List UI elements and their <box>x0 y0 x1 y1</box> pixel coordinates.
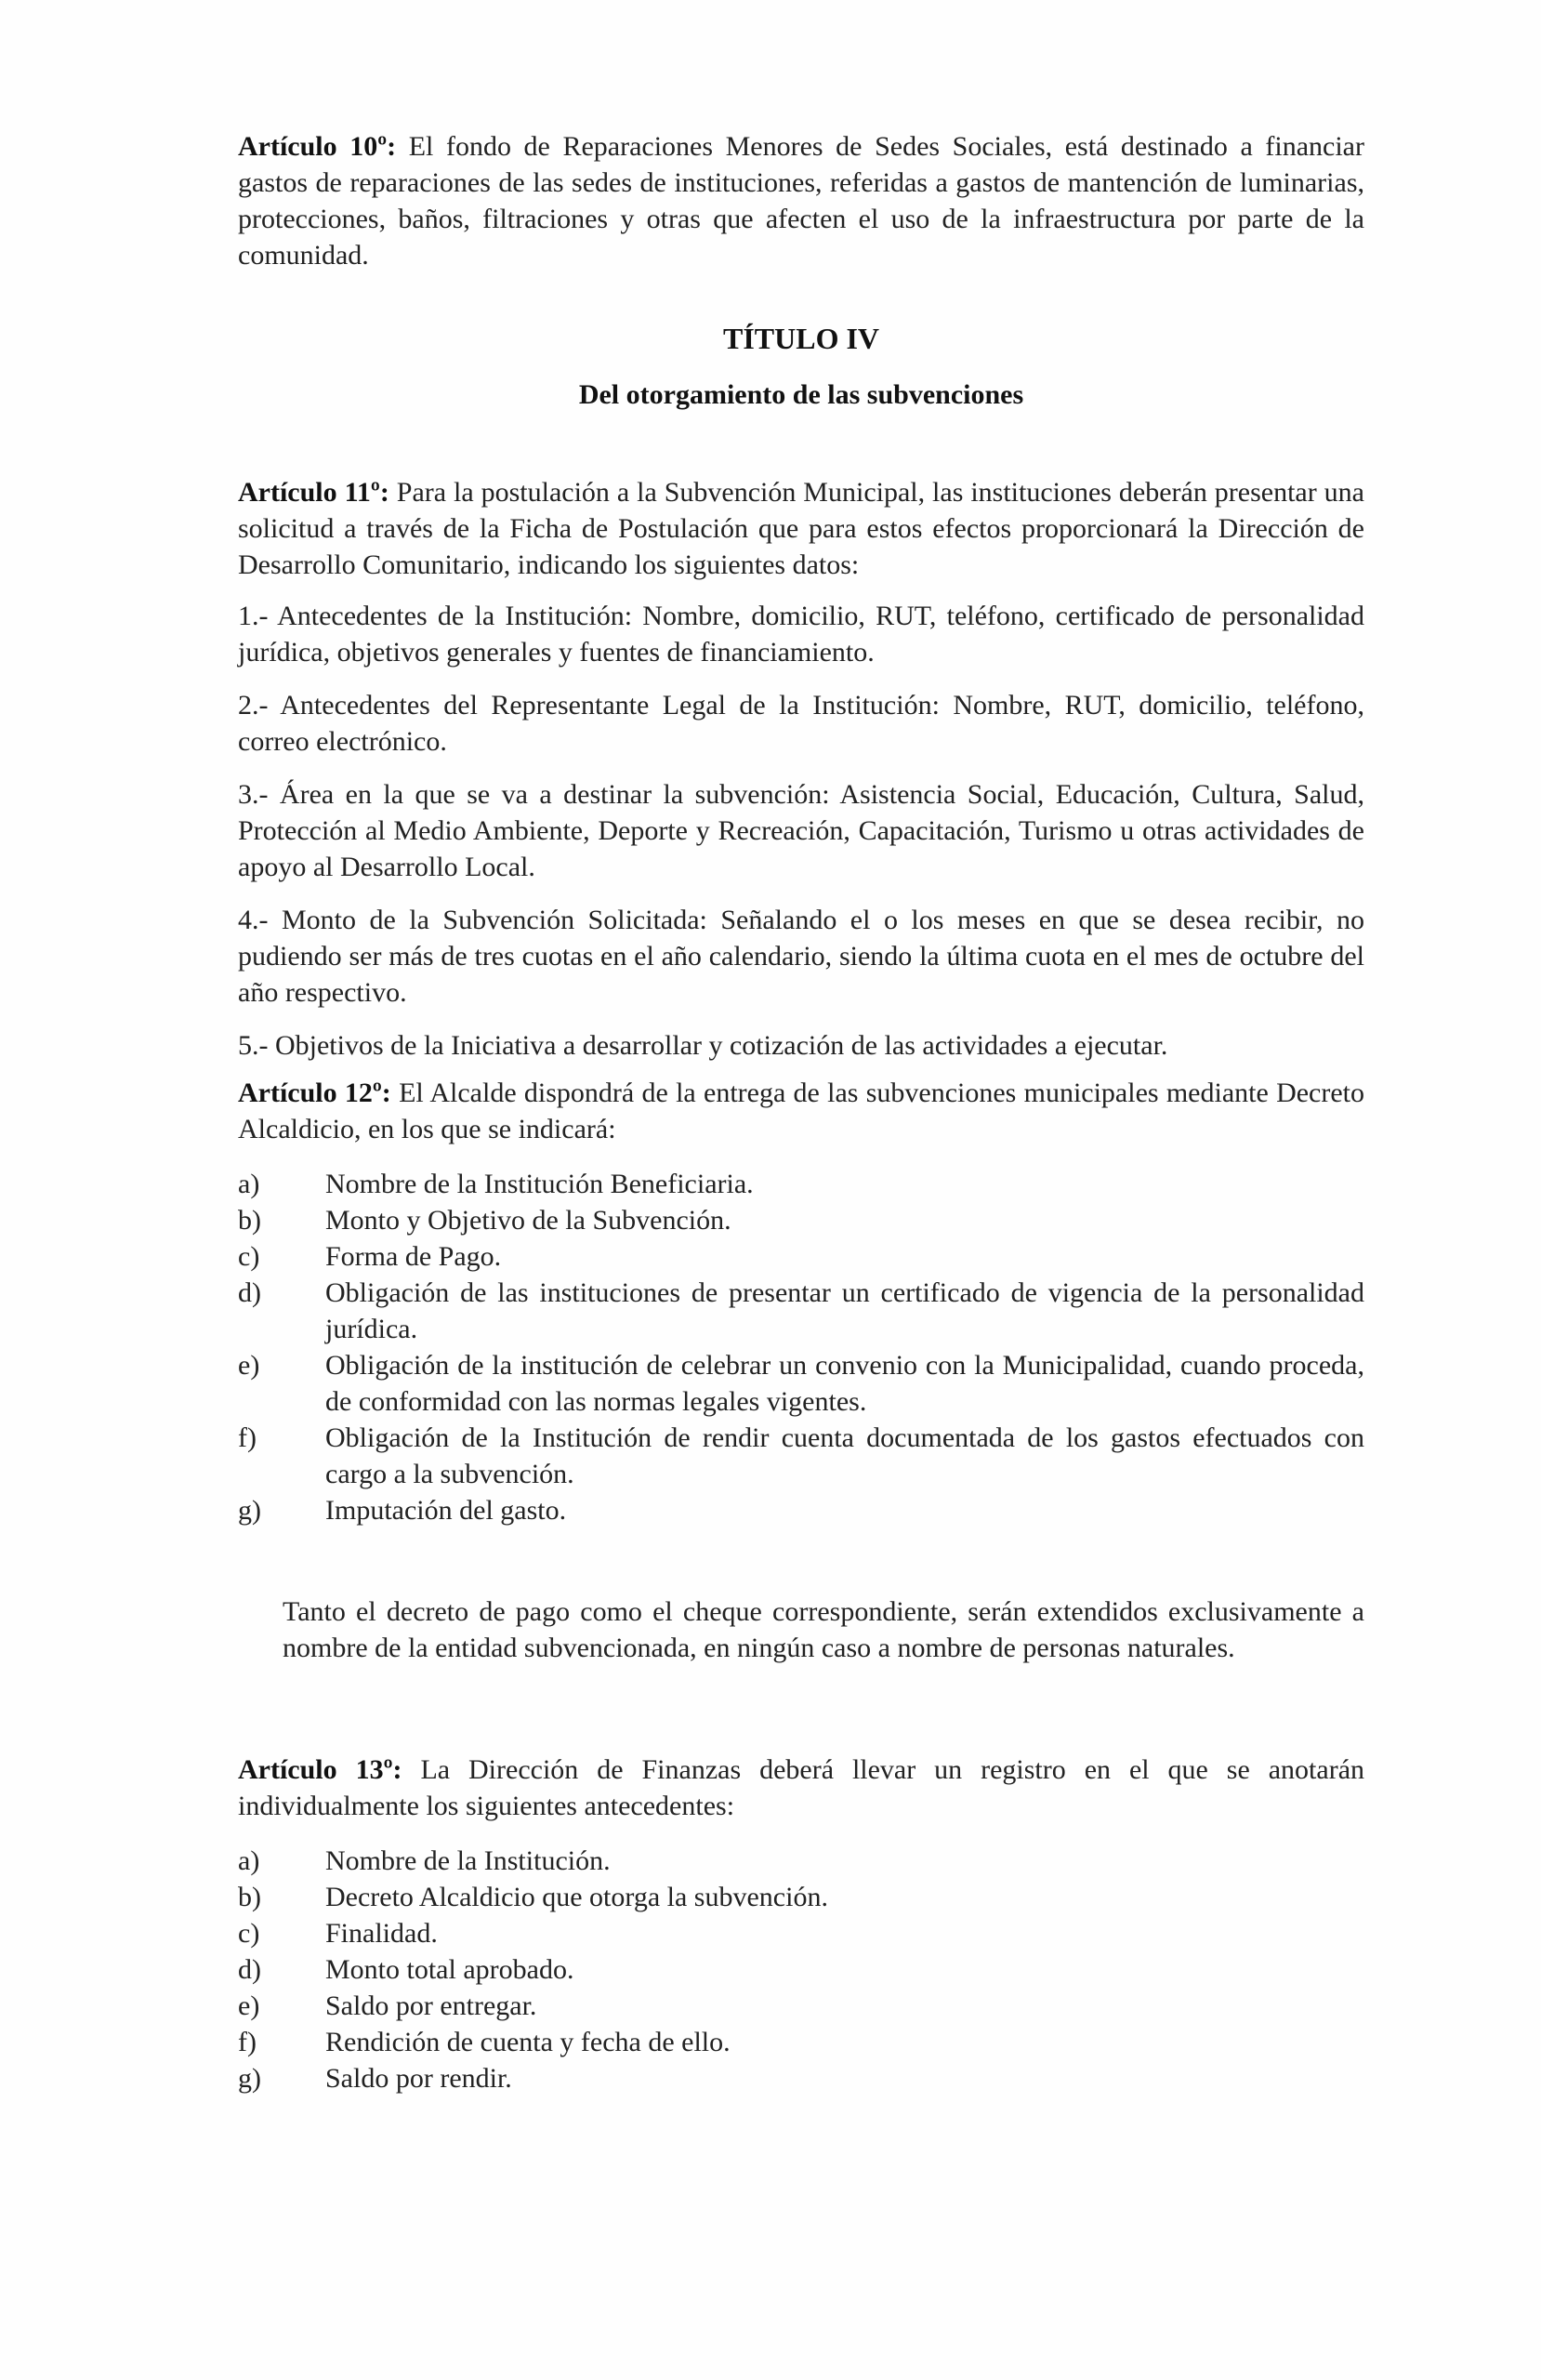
article-12-text: El Alcalde dispondrá de la entrega de las subvenciones municipales mediante Decreto Alcaldicio, en los que se indicará: <box>238 1078 1365 1144</box>
list-item-label: e) <box>238 1990 260 2021</box>
article-11-text: Para la postulación a la Subvención Municipal, las instituciones deberán presentar una solicitud a través de la Ficha de Postulación que para estos efectos proporcionará la Dirección de Desarrollo Comunitario, indicando los siguientes datos: <box>238 477 1364 580</box>
document-body <box>238 128 1364 2096</box>
article-13-text: La Dirección de Finanzas deberá llevar un registro en el que se anotarán individualmente los siguientes antecedentes: <box>238 1754 1365 1821</box>
registry-contents-list <box>238 1843 1364 2096</box>
list-item-label: f) <box>238 2027 257 2057</box>
list-item-label: b) <box>238 1205 261 1236</box>
list-item-text: Saldo por rendir. <box>325 2063 512 2094</box>
list-item-text: Rendición de cuenta y fecha de ello. <box>325 2027 731 2057</box>
decree-contents-list <box>238 1166 1364 1528</box>
list-item-text: Decreto Alcaldicio que otorga la subvención. <box>325 1882 828 1912</box>
list-item-label: d) <box>238 1277 261 1308</box>
payment-note: Tanto el decreto de pago como el cheque correspondiente, serán extendidos exclusivamente a nombre de la entidad subvencionada, en ningún caso a nombre de personas naturales. <box>283 1596 1364 1663</box>
list-item-label: f) <box>238 1422 257 1453</box>
list-item <box>238 1238 1364 1275</box>
list-item-text: Saldo por entregar. <box>325 1990 537 2021</box>
article-13-heading: Artículo 13º: <box>238 1754 402 1785</box>
list-item-text: Nombre de la Institución Beneficiaria. <box>325 1169 754 1199</box>
list-item <box>238 1492 1364 1528</box>
list-item <box>238 1420 1364 1492</box>
list-item <box>238 2060 1364 2096</box>
title-section <box>238 321 1364 413</box>
list-item-label: e) <box>238 1350 260 1381</box>
list-item-label: c) <box>238 1918 260 1949</box>
list-item-label: g) <box>238 1495 261 1526</box>
list-item <box>238 1275 1364 1347</box>
list-item <box>238 1347 1364 1420</box>
list-item-text: Monto total aprobado. <box>325 1954 574 1985</box>
article-10-heading: Artículo 10º: <box>238 131 397 162</box>
list-item-text: Nombre de la Institución. <box>325 1845 611 1876</box>
list-item-text: Forma de Pago. <box>325 1241 502 1272</box>
article-10 <box>238 128 1364 273</box>
numbered-item: 2.- Antecedentes del Representante Legal de la Institución: Nombre, RUT, domicilio, teléfono, correo electrónico. <box>238 690 1364 757</box>
list-item-label: a) <box>238 1169 260 1199</box>
list-item-label: c) <box>238 1241 260 1272</box>
list-item <box>238 1879 1364 1915</box>
list-item <box>238 1988 1364 2024</box>
article-12-heading: Artículo 12º: <box>238 1078 391 1108</box>
article-13 <box>238 1752 1364 1824</box>
title-heading: TÍTULO IV <box>722 322 880 355</box>
list-item <box>238 1915 1364 1951</box>
article-12 <box>238 1075 1364 1147</box>
list-item <box>238 1843 1364 1879</box>
list-item-text: Obligación de la Institución de rendir cuenta documentada de los gastos efectuados con cargo a la subvención. <box>325 1422 1364 1489</box>
article-11 <box>238 474 1364 583</box>
article-10-text: El fondo de Reparaciones Menores de Sedes Sociales, está destinado a financiar gastos de reparaciones de las sedes de instituciones, referidas a gastos de mantención de luminarias, protecciones, baños, filtraciones y otras que afecten el uso de la infraestructura por parte de la comunidad. <box>238 131 1364 271</box>
list-item <box>238 1166 1364 1202</box>
numbered-item: 1.- Antecedentes de la Institución: Nombre, domicilio, RUT, teléfono, certificado de personalidad jurídica, objetivos generales y fuentes de financiamiento. <box>238 601 1364 668</box>
list-item-label: d) <box>238 1954 261 1985</box>
list-item-text: Obligación de las instituciones de presentar un certificado de vigencia de la personalidad jurídica. <box>325 1277 1364 1344</box>
list-item <box>238 2024 1364 2060</box>
list-item <box>238 1951 1364 1988</box>
list-item-label: a) <box>238 1845 260 1876</box>
numbered-item: 5.- Objetivos de la Iniciativa a desarrollar y cotización de las actividades a ejecutar. <box>238 1030 1168 1061</box>
title-subheading: Del otorgamiento de las subvenciones <box>578 379 1024 410</box>
numbered-item: 3.- Área en la que se va a destinar la subvención: Asistencia Social, Educación, Cultura, Salud, Protección al Medio Ambiente, Deporte y Recreación, Capacitación, Turismo u otras actividades de apoyo al Desarrollo Local. <box>238 779 1364 882</box>
list-item-label: b) <box>238 1882 261 1912</box>
list-item-text: Imputación del gasto. <box>325 1495 567 1526</box>
list-item <box>238 1202 1364 1238</box>
numbered-item: 4.- Monto de la Subvención Solicitada: Señalando el o los meses en que se desea recibir, no pudiendo ser más de tres cuotas en el año calendario, siendo la última cuota en el mes de octubre del año respectivo. <box>238 905 1364 1008</box>
article-11-heading: Artículo 11º: <box>238 477 389 508</box>
list-item-text: Finalidad. <box>325 1918 438 1949</box>
list-item-label: g) <box>238 2063 261 2094</box>
list-item-text: Monto y Objetivo de la Subvención. <box>325 1205 731 1236</box>
list-item-text: Obligación de la institución de celebrar un convenio con la Municipalidad, cuando proceda, de conformidad con las normas legales vigentes. <box>325 1350 1364 1417</box>
